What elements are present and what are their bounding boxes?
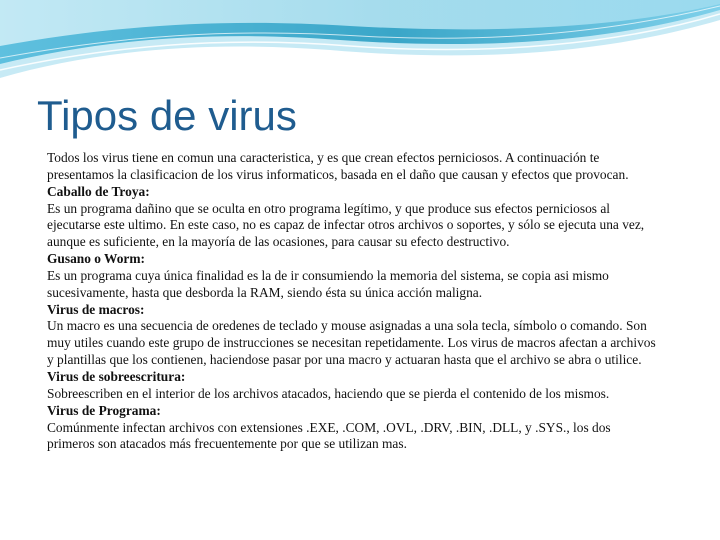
header-wave-decoration <box>0 0 720 90</box>
section-body-macro: Un macro es una secuencia de oredenes de teclado y mouse asignadas a una sola tecla, símbolo o comando. Son muy utiles cuando este grupo de instrucciones se necesitan repetidamente. Los virus de macros afectan a archivos y plantillas que los contienen, haciendose pasar por una macro y actuaran hasta que el archivo se abra o utilice. <box>47 318 656 368</box>
section-heading-program: Virus de Programa: <box>47 402 161 418</box>
section-body-trojan: Es un programa dañino que se oculta en otro programa legítimo, y que produce sus efectos perniciosos al ejecutarse este ultimo. En este caso, no es capaz de infectar otros archivos o soportes, y sólo se ejecuta una vez, aunque es suficiente, en la mayoría de las ocasiones, para causar su efecto destructivo. <box>47 200 645 250</box>
slide-title: Tipos de virus <box>37 92 297 139</box>
intro-paragraph: Todos los virus tiene en comun una caracteristica, y es que crean efectos perniciosos. A continuación te presentamos la clasificacion de los virus informaticos, basada en el daño que causan y efectos que provocan. <box>47 150 629 182</box>
section-body-worm: Es un programa cuya única finalidad es la de ir consumiendo la memoria del sistema, se copia asi mismo sucesivamente, hasta que desborda la RAM, siendo ésta su única acción maligna. <box>47 267 609 300</box>
section-body-overwrite: Sobreescriben en el interior de los archivos atacados, haciendo que se pierda el contenido de los mismos. <box>47 385 610 401</box>
section-heading-overwrite: Virus de sobreescritura: <box>47 368 186 384</box>
section-heading-macro: Virus de macros: <box>47 301 145 317</box>
section-body-program: Comúnmente infectan archivos con extensiones .EXE, .COM, .OVL, .DRV, .BIN, .DLL, y .SYS., los dos primeros son atacados más frecuentemente por que se utilizan mas. <box>47 419 611 452</box>
slide-content <box>47 150 657 453</box>
section-heading-trojan: Caballo de Troya: <box>47 183 150 199</box>
section-heading-worm: Gusano o Worm: <box>47 251 145 267</box>
